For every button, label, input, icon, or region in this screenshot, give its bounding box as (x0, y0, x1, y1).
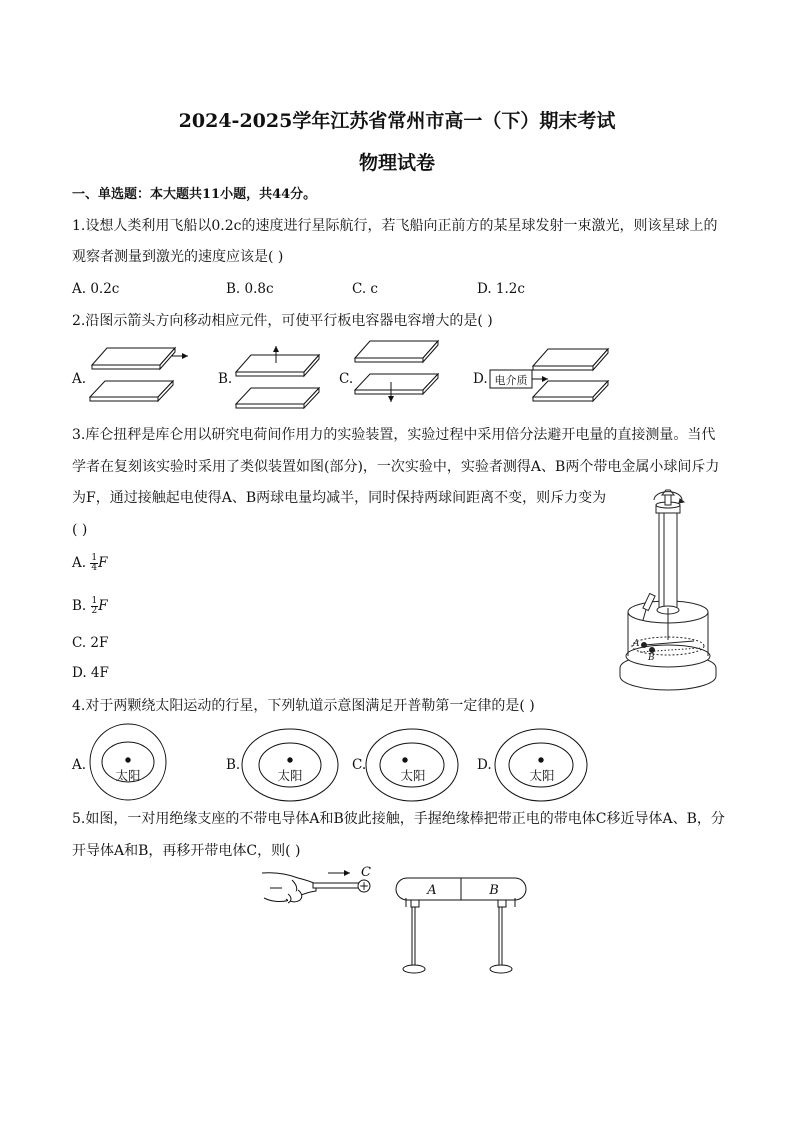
q4-label-b: B. (226, 757, 241, 773)
q4-label-a: A. (72, 757, 87, 773)
q2-label-d: D. (473, 371, 488, 387)
q1-option-b: B. 0.8c (226, 281, 274, 297)
q1-option-d: D. 1.2c (477, 281, 525, 297)
q1-option-a: A. 0.2c (72, 281, 120, 297)
section-heading: 一、单选题：本大题共11小题，共44分。 (72, 187, 317, 202)
q3-option-b: B. $\frac{1}{2}$ F (72, 596, 108, 616)
exam-subtitle: 物理试卷 (358, 152, 435, 174)
q5-stem-line2: 开导体A和B，再移开带电体C，则( ) (72, 843, 301, 859)
label-b: B (489, 883, 499, 898)
sun-label-b: 太阳 (277, 768, 303, 783)
plus-sign: + (358, 879, 370, 893)
q3-option-a: A. $\frac{1}{4}$ F (72, 553, 108, 573)
q4-label-d: D. (477, 757, 492, 773)
q4-label-c: C. (352, 757, 367, 773)
q2-stem: 2.沿图示箭头方向移动相应元件，可使平行板电容器电容增大的是( ) (72, 313, 493, 329)
q3-option-d: D. 4F (72, 665, 109, 681)
sun-label-d: 太阳 (529, 768, 555, 783)
q1-option-c: C. c (352, 281, 378, 297)
q1-stem-line2: 观察者测量到激光的速度应该是( ) (72, 249, 284, 265)
q2-label-c: C. (339, 371, 354, 387)
label-c: C (361, 865, 371, 880)
sun-label-c: 太阳 (400, 768, 426, 783)
q3-stem-line4: ( ) (72, 522, 88, 538)
sun-label-a: 太阳 (115, 768, 141, 783)
q3-option-c: C. 2F (72, 635, 109, 651)
q2-label-b: B. (218, 371, 233, 387)
q3-stem-line2: 学者在复刻该实验时采用了类似装置如图(部分)，一次实验中，实验者测得A、B两个带电金属小球间斥力 (72, 459, 720, 475)
q4-stem: 4.对于两颗绕太阳运动的行星，下列轨道示意图满足开普勒第一定律的是( ) (72, 698, 535, 714)
q5-stem-line1: 5.如图，一对用绝缘支座的不带电导体A和B彼此接触，手握绝缘棒把带正电的带电体C移近导体A、B，分 (72, 811, 725, 827)
q1-stem-line1: 1.设想人类利用飞船以0.2c的速度进行星际航行，若飞船向正前方的某星球发射一束激光，则该星球上的 (72, 218, 718, 234)
dielectric-label: 电介质 (494, 374, 528, 387)
ball-b-label: B (648, 653, 655, 663)
q3-stem-line1: 3.库仑扭秤是库仑用以研究电荷间作用力的实验装置，实验过程中采用倍分法避开电量的直接测量。当代 (72, 427, 716, 443)
hand-drawing (262, 873, 316, 903)
exam-title: 2024-2025学年江苏省常州市高一（下）期末考试 (178, 110, 616, 132)
q3-stem-line3: 为F，通过接触起电使得A、B两球电量均减半，同时保持两球间距离不变，则斥力变为 (72, 490, 607, 506)
label-a: A (427, 883, 437, 898)
q2-label-a: A. (72, 371, 87, 387)
ball-a-label: A (633, 639, 640, 649)
